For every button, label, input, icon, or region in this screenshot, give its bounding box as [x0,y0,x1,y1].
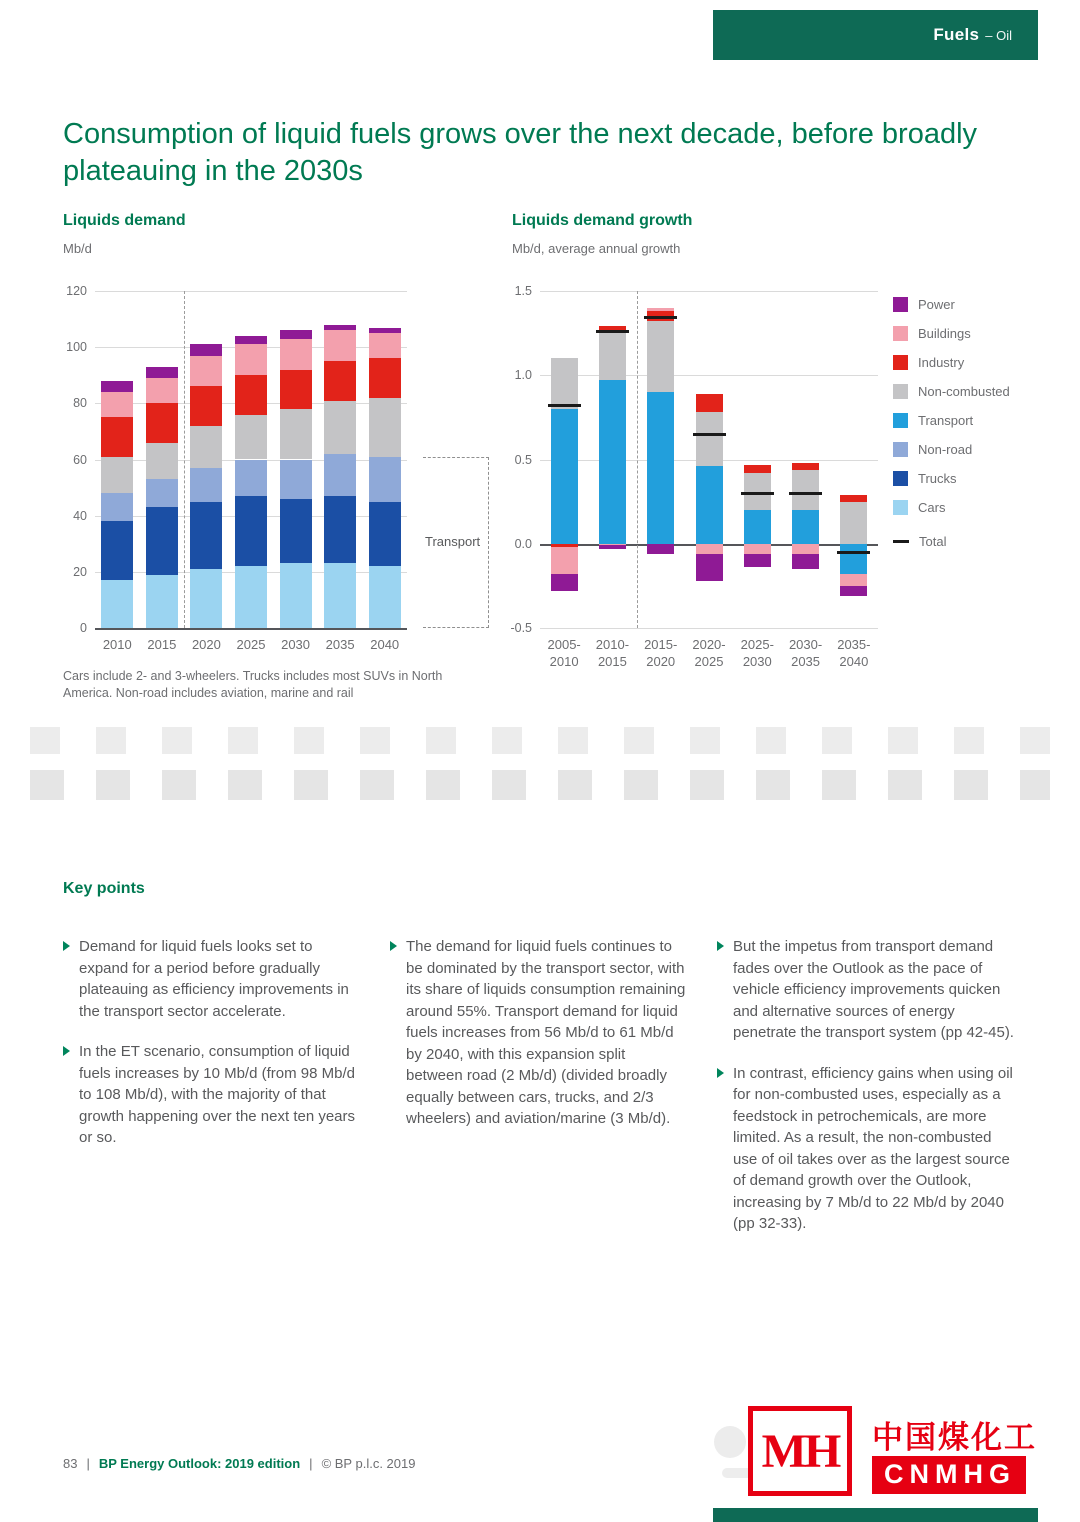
y-axis-tick-label: 0.5 [514,452,532,467]
chart-footnote: Cars include 2- and 3-wheelers. Trucks includes most SUVs in North America. Non-road includes aviation, marine and rail [63,669,443,700]
bar-2040-non-combusted [369,398,401,457]
liquids-demand-plot [66,284,481,652]
industry-swatch-icon [893,355,908,370]
gridline [95,628,407,630]
bar-2035-2040-industry [840,495,867,502]
bar-2015-2020-buildings [647,308,674,311]
bar-2040-non-road [369,457,401,502]
legend-item-power [893,290,1010,319]
publication-title: BP Energy Outlook: 2019 edition [98,1456,301,1471]
bar-2025-2030-transport [744,510,771,544]
legend-label: Trucks [918,471,957,486]
bar-2030-buildings [280,339,312,370]
bar-2035-2040-power [840,586,867,596]
key-points-column-3 [717,936,1019,1254]
bar-2030-trucks [280,499,312,564]
y-axis-tick-label: 120 [66,284,87,298]
bar-2020-2025-buildings [696,544,723,554]
key-point [63,1041,359,1149]
bar-2030-2035-transport [792,510,819,544]
bar-2035-non-road [324,454,356,496]
x-axis-tick-label: 2035- 2040 [837,637,871,669]
bar-2010-power [101,381,133,392]
legend-item-industry [893,348,1010,377]
total-marker-2035-2040 [837,551,870,554]
bar-2025-non-road [235,460,267,497]
page-title: Consumption of liquid fuels grows over the next decade, before broadly plateauing in the 2030s [63,118,978,187]
liquids-demand-growth-plot [510,284,878,669]
bar-2025-trucks [235,496,267,566]
x-axis-tick-label: 2020- 2025 [692,637,726,669]
bar-2010-2015-power [599,545,626,548]
key-point-text: But the impetus from transport demand fades over the Outlook as the pace of vehicle efficiency improvements quicken and alternative sources of energy penetrate the transport system (pp 42-45). [733,938,1014,1041]
bar-2035-non-combusted [324,401,356,454]
legend-item-cars [893,493,1010,522]
bar-2030-non-combusted [280,409,312,460]
cnmhg-logo-icon [748,1406,852,1496]
x-axis-tick-label: 2010- 2015 [595,637,630,669]
bar-2020-industry [190,386,222,425]
x-axis-tick-label: 2005- 2010 [547,637,581,669]
x-axis-tick-label: 2040 [370,637,400,652]
bottom-band [713,1508,1038,1522]
legend-label: Power [918,297,955,312]
bar-2020-cars [190,569,222,628]
bullet-arrow-icon [63,1046,70,1056]
faint-emoji-watermark [714,1426,746,1458]
gridline [540,291,878,292]
cars-swatch-icon [893,500,908,515]
bar-2020-trucks [190,502,222,569]
bar-2030-non-road [280,460,312,499]
bar-2030-cars [280,563,312,628]
legend-label: Total [919,534,947,549]
chart-legend [893,290,1010,556]
transport-swatch-icon [893,413,908,428]
bar-2035-power [324,325,356,331]
bar-2015-cars [146,575,178,628]
buildings-swatch-icon [893,326,908,341]
bar-2040-industry [369,358,401,397]
non-road-swatch-icon [893,442,908,457]
legend-label: Non-road [918,442,973,457]
bar-2030-2035-industry [792,463,819,470]
bar-2030-industry [280,370,312,409]
bar-2020-2025-transport [696,466,723,544]
bar-2025-industry [235,375,267,414]
bar-2025-2030-buildings [744,544,771,554]
cnmhg-logo-monogram: MH [761,1424,839,1478]
legend-item-total [893,527,1010,556]
bar-2015-trucks [146,507,178,574]
y-axis-tick-label: 60 [73,452,87,467]
transport-bracket-label: Transport [425,534,483,549]
bar-2010-cars [101,580,133,628]
y-axis-tick-label: 100 [66,340,87,355]
bar-2010-2015-transport [599,380,626,543]
bar-2035-2040-transport [840,544,867,574]
x-axis-tick-label: 2010 [102,637,132,652]
key-point [717,1063,1019,1235]
bar-2035-2040-non-combusted [840,502,867,544]
bar-2030-power [280,330,312,338]
y-axis-tick-label: 1.5 [514,284,532,298]
right-chart-title: Liquids demand growth [512,212,693,229]
legend-item-non-combusted [893,377,1010,406]
bar-2020-buildings [190,356,222,387]
history-forecast-divider [637,291,638,628]
key-point [63,936,359,1022]
bullet-arrow-icon [717,1068,724,1078]
x-axis-tick-label: 2030 [281,637,311,652]
bar-2005-2010-transport [551,409,578,544]
non-combusted-swatch-icon [893,384,908,399]
legend-label: Transport [918,413,974,428]
key-points-title: Key points [63,880,145,897]
page-footer [63,1456,415,1471]
bar-2040-trucks [369,502,401,567]
legend-item-trucks [893,464,1010,493]
bar-2020-2025-power [696,554,723,581]
bar-2015-non-combusted [146,443,178,480]
key-point-text: Demand for liquid fuels looks set to expand for a period before gradually plateauing as efficiency improvements in the transport sector accelerate. [79,938,349,1020]
x-axis-tick-label: 2025- 2030 [740,637,774,669]
legend-item-transport [893,406,1010,435]
section-tab-topic: – Oil [985,27,1012,43]
bar-2035-2040-buildings [840,574,867,586]
bar-2005-2010-power [551,574,578,591]
bar-2010-2015-non-combusted [599,330,626,381]
total-swatch-icon [893,540,909,543]
x-axis-tick-label: 2035 [325,637,355,652]
bar-2035-industry [324,361,356,400]
watermark-name-chinese: 中国煤化工 [872,1420,1037,1455]
total-marker-2020-2025 [693,433,726,436]
x-axis-tick-label: 2020 [191,637,221,652]
bar-2010-industry [101,417,133,456]
bar-2035-cars [324,563,356,628]
footer-separator: | [86,1456,90,1471]
section-tab-title: Fuels [933,25,980,44]
copyright-notice: © BP p.l.c. 2019 [321,1456,416,1471]
bar-2010-trucks [101,521,133,580]
bar-2015-power [146,367,178,378]
bar-2015-2020-non-combusted [647,321,674,392]
key-point [717,936,1019,1044]
bullet-arrow-icon [717,941,724,951]
x-axis-tick-label: 2015- 2020 [644,637,678,669]
history-forecast-divider [184,291,185,628]
bar-2015-non-road [146,479,178,507]
y-axis-tick-label: 80 [73,396,87,411]
y-axis-tick-label: -0.5 [510,621,532,635]
gridline [95,291,407,292]
bar-2020-non-road [190,468,222,502]
key-point-text: In contrast, efficiency gains when using oil for non-combusted uses, especially as a feedstock in petrochemicals, are more limited. As a result, the non-combusted use of oil takes over as the largest source of demand growth over the Outlook, increasing by 7 Mb/d to 22 Mb/d by 2040 (pp 32-33). [733,1064,1013,1232]
x-axis-tick-label: 2030- 2035 [788,637,823,669]
bar-2030-2035-non-combusted [792,470,819,510]
bar-2015-buildings [146,378,178,403]
left-chart-title: Liquids demand [63,212,186,229]
legend-item-buildings [893,319,1010,348]
bar-2020-2025-industry [696,394,723,413]
bar-2010-buildings [101,392,133,417]
trucks-swatch-icon [893,471,908,486]
power-swatch-icon [893,297,908,312]
legend-label: Industry [918,355,965,370]
bar-2025-2030-industry [744,465,771,473]
bar-2010-non-combusted [101,457,133,494]
bar-2005-2010-buildings [551,547,578,574]
y-axis-tick-label: 1.0 [514,368,532,383]
bar-2025-non-combusted [235,415,267,460]
y-axis-tick-label: 20 [73,564,87,579]
bar-2005-2010-non-combusted [551,358,578,409]
total-marker-2005-2010 [548,404,581,407]
legend-label: Non-combusted [918,384,1010,399]
watermark-strip-1 [30,727,1050,754]
total-marker-2030-2035 [789,492,822,495]
watermark-name-latin: CNMHG [872,1456,1026,1494]
right-chart-unit-label: Mb/d, average annual growth [512,241,681,256]
bar-2030-2035-buildings [792,544,819,554]
key-points-column-2 [390,936,686,1254]
bullet-arrow-icon [390,941,397,951]
bar-2015-2020-transport [647,392,674,544]
bar-2020-2025-non-combusted [696,412,723,466]
bar-2025-2030-power [744,554,771,567]
bar-2025-power [235,336,267,344]
bullet-arrow-icon [63,941,70,951]
bar-2015-2020-power [647,544,674,554]
legend-label: Cars [918,500,946,515]
bar-2040-power [369,328,401,334]
key-points-column-1 [63,936,359,1254]
key-points-columns [63,936,1019,1254]
y-axis-tick-label: 40 [73,508,87,523]
key-point-text: In the ET scenario, consumption of liquid fuels increases by 10 Mb/d (from 98 Mb/d to 108 Mb/d), with the majority of that growth happening over the next ten years or so. [79,1043,356,1146]
bar-2040-cars [369,566,401,628]
bar-2020-power [190,344,222,355]
bar-2035-buildings [324,330,356,361]
total-marker-2010-2015 [596,330,629,333]
section-tab [713,10,1038,60]
x-axis-tick-label: 2025 [236,637,266,652]
bar-2015-industry [146,403,178,442]
legend-item-non-road [893,435,1010,464]
bar-2030-2035-power [792,554,819,569]
x-axis-tick-label: 2015 [147,637,177,652]
bar-2025-buildings [235,344,267,375]
y-axis-tick-label: 0.0 [514,536,532,551]
key-point-text: The demand for liquid fuels continues to be dominated by the transport sector, with its share of liquids consumption remaining around 55%. Transport demand for liquid fuels increases from 56 Mb/d to 61 Mb/d by 2040, with this expansion split between road (2 Mb/d) (divided broadly equally between cars, trucks, and 2/3 wheelers) and aviation/marine (3 Mb/d). [406,938,686,1127]
footer-separator: | [309,1456,313,1471]
bar-2035-trucks [324,496,356,563]
total-marker-2025-2030 [741,492,774,495]
key-point [390,936,686,1130]
bar-2025-cars [235,566,267,628]
watermark-strip-2 [30,770,1050,800]
page-number: 83 [63,1456,78,1471]
y-axis-tick-label: 0 [80,621,87,635]
left-chart-unit-label: Mb/d [63,241,92,256]
bar-2040-buildings [369,333,401,358]
gridline [540,375,878,376]
gridline [540,628,878,629]
bar-2010-non-road [101,493,133,521]
bar-2020-non-combusted [190,426,222,468]
total-marker-2015-2020 [644,316,677,319]
legend-label: Buildings [918,326,971,341]
